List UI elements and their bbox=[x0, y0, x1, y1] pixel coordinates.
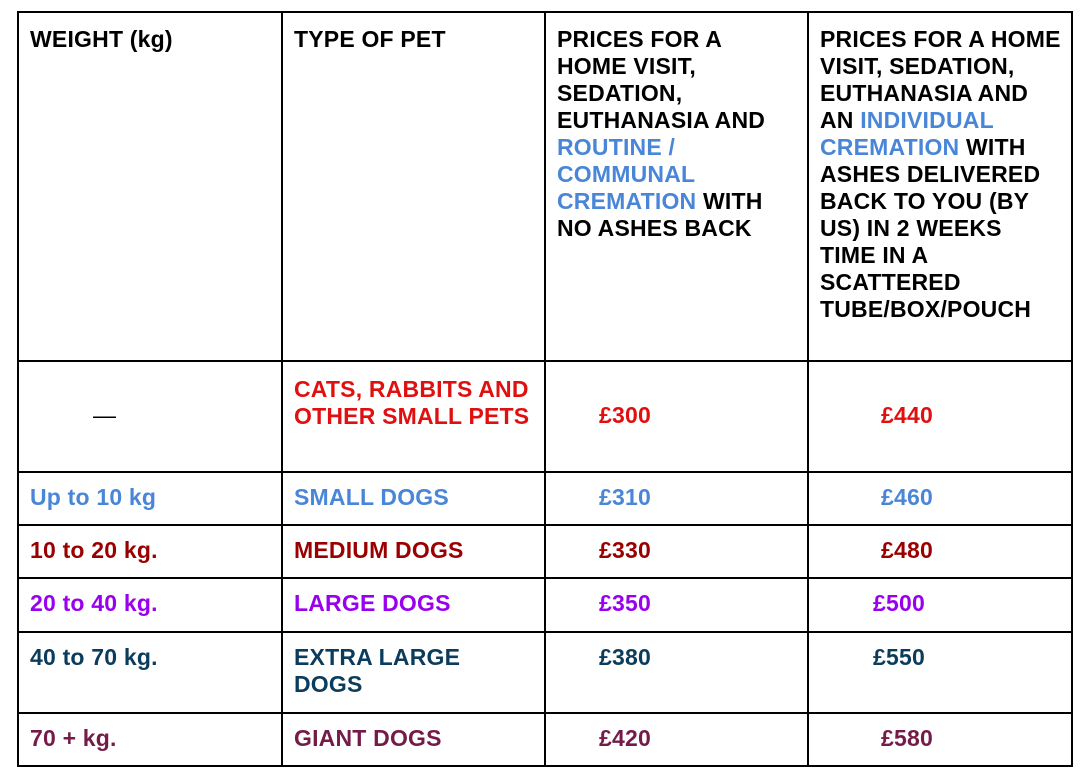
header-communal-text: PRICES FOR A HOME VISIT, SEDATION, EUTHANASIA AND bbox=[557, 26, 766, 133]
type-cell bbox=[282, 472, 545, 525]
price-table bbox=[17, 11, 1073, 767]
header-individual-text: PRICES FOR A HOME VISIT, SEDATION, EUTHANASIA AND AN bbox=[820, 26, 1061, 133]
communal-price: £420 bbox=[599, 725, 651, 751]
weight-cell bbox=[18, 525, 282, 578]
header-individual-tail: WITH ASHES DELIVERED BACK TO YOU (BY US) IN 2 WEEKS TIME IN A SCATTERED TUBE/BOX/POUCH bbox=[820, 134, 1041, 322]
individual-price-cell bbox=[808, 472, 1072, 525]
weight-cell bbox=[18, 713, 282, 766]
communal-price-cell bbox=[545, 713, 808, 766]
communal-price: £330 bbox=[599, 537, 651, 563]
weight-value: Up to 10 kg bbox=[30, 484, 157, 510]
type-cell bbox=[282, 632, 545, 713]
individual-price: £550 bbox=[873, 644, 925, 670]
individual-price-cell bbox=[808, 713, 1072, 766]
communal-price: £300 bbox=[599, 402, 651, 428]
communal-price: £350 bbox=[599, 590, 651, 616]
table-row bbox=[18, 361, 1072, 472]
communal-price-cell bbox=[545, 361, 808, 472]
communal-price: £310 bbox=[599, 484, 651, 510]
header-communal-tail: WITH NO ASHES BACK bbox=[557, 188, 763, 241]
individual-price: £440 bbox=[881, 402, 933, 428]
type-cell bbox=[282, 713, 545, 766]
table-row bbox=[18, 525, 1072, 578]
table-row bbox=[18, 713, 1072, 766]
individual-price-cell bbox=[808, 578, 1072, 632]
pet-type: EXTRA LARGE DOGS bbox=[294, 644, 461, 697]
individual-price: £460 bbox=[881, 484, 933, 510]
type-cell bbox=[282, 525, 545, 578]
weight-cell bbox=[18, 578, 282, 632]
header-weight bbox=[18, 12, 282, 361]
weight-value: 40 to 70 kg. bbox=[30, 644, 158, 670]
individual-price-cell bbox=[808, 525, 1072, 578]
header-individual-highlight: INDIVIDUAL CREMATION bbox=[820, 107, 994, 160]
pet-type: MEDIUM DOGS bbox=[294, 537, 464, 563]
header-row bbox=[18, 12, 1072, 361]
weight-value: 70 + kg. bbox=[30, 725, 117, 751]
pet-type: LARGE DOGS bbox=[294, 590, 451, 616]
header-communal-price bbox=[545, 12, 808, 361]
table-row bbox=[18, 472, 1072, 525]
communal-price-cell bbox=[545, 578, 808, 632]
pet-type: GIANT DOGS bbox=[294, 725, 442, 751]
table-row bbox=[18, 632, 1072, 713]
pet-type: SMALL DOGS bbox=[294, 484, 449, 510]
weight-value: 20 to 40 kg. bbox=[30, 590, 158, 616]
header-type bbox=[282, 12, 545, 361]
individual-price-cell bbox=[808, 632, 1072, 713]
header-type-label: TYPE OF PET bbox=[294, 26, 446, 52]
type-cell bbox=[282, 578, 545, 632]
header-communal-highlight: ROUTINE / COMMUNAL CREMATION bbox=[557, 134, 697, 214]
header-weight-label: WEIGHT (kg) bbox=[30, 26, 173, 52]
communal-price-cell bbox=[545, 472, 808, 525]
table-row bbox=[18, 578, 1072, 632]
weight-cell bbox=[18, 632, 282, 713]
individual-price: £480 bbox=[881, 537, 933, 563]
communal-price-cell bbox=[545, 632, 808, 713]
individual-price-cell bbox=[808, 361, 1072, 472]
type-cell bbox=[282, 361, 545, 472]
pet-type: CATS, RABBITS AND OTHER SMALL PETS bbox=[294, 376, 530, 429]
header-individual-price bbox=[808, 12, 1072, 361]
weight-value: — bbox=[93, 402, 117, 428]
weight-cell bbox=[18, 361, 282, 472]
weight-cell bbox=[18, 472, 282, 525]
individual-price: £500 bbox=[873, 590, 925, 616]
weight-value: 10 to 20 kg. bbox=[30, 537, 158, 563]
communal-price-cell bbox=[545, 525, 808, 578]
individual-price: £580 bbox=[881, 725, 933, 751]
communal-price: £380 bbox=[599, 644, 651, 670]
